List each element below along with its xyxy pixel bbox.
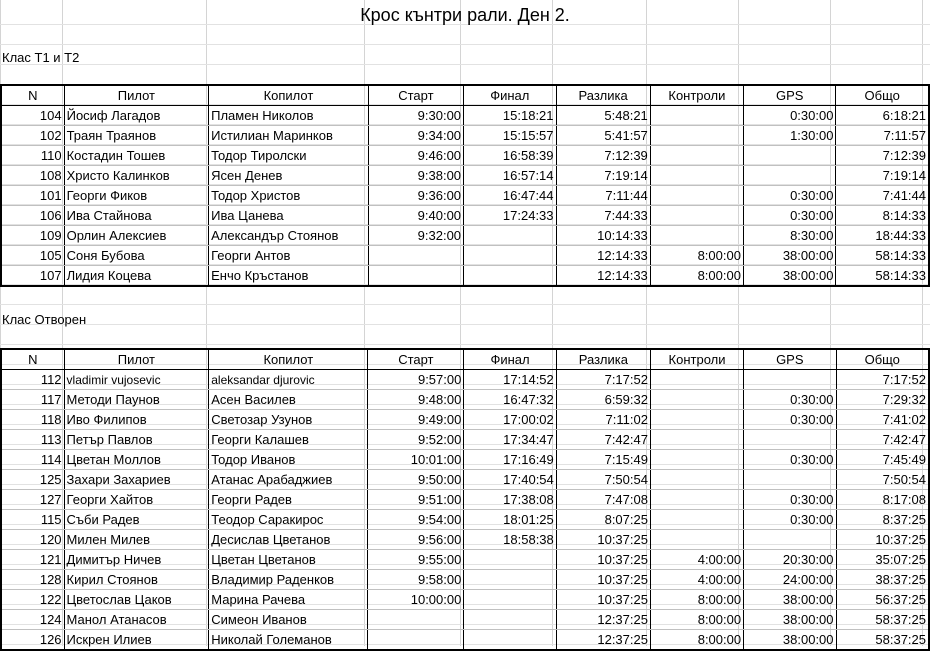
cell-pilot: Костадин Тошев: [64, 146, 209, 166]
cell-number: 104: [1, 106, 64, 126]
table-row: [1, 570, 929, 590]
cell-start: 10:01:00: [368, 450, 464, 470]
cell-total: 6:18:21: [836, 106, 929, 126]
cell-pilot: Соня Бубова: [64, 246, 209, 266]
table-row: [1, 430, 929, 450]
cell-start: 9:48:00: [368, 390, 464, 410]
cell-controls: 8:00:00: [650, 590, 743, 610]
cell-finish: [464, 570, 556, 590]
cell-total: 58:14:33: [836, 246, 929, 266]
table-row: [1, 630, 929, 651]
cell-total: 58:14:33: [836, 266, 929, 287]
cell-start: [368, 266, 463, 287]
cell-difference: 7:50:54: [556, 470, 650, 490]
cell-copilot: Георги Калашев: [209, 430, 368, 450]
cell-gps: 1:30:00: [743, 126, 835, 146]
cell-finish: [464, 630, 556, 651]
column-header-finish: Финал: [464, 349, 556, 370]
table-row: [1, 450, 929, 470]
cell-pilot: Искрен Илиев: [64, 630, 209, 651]
cell-finish: 15:18:21: [464, 106, 556, 126]
cell-gps: [744, 370, 836, 390]
column-header-pilot: Пилот: [64, 85, 209, 106]
cell-total: 7:45:49: [836, 450, 929, 470]
cell-controls: [650, 106, 743, 126]
cell-total: 8:37:25: [836, 510, 929, 530]
cell-difference: 5:41:57: [556, 126, 650, 146]
cell-total: 58:37:25: [836, 610, 929, 630]
cell-difference: 7:17:52: [556, 370, 650, 390]
table-row: [1, 510, 929, 530]
column-header-total: Общо: [836, 85, 929, 106]
cell-copilot: Тодор Иванов: [209, 450, 368, 470]
cell-copilot: Симеон Иванов: [209, 610, 368, 630]
cell-gps: 0:30:00: [744, 450, 836, 470]
table-row: [1, 390, 929, 410]
cell-finish: 16:47:44: [464, 186, 556, 206]
cell-start: 9:40:00: [368, 206, 463, 226]
cell-copilot: Николай Големанов: [209, 630, 368, 651]
cell-number: 114: [1, 450, 64, 470]
cell-gps: [744, 530, 836, 550]
cell-copilot: Теодор Саракирос: [209, 510, 368, 530]
cell-controls: 8:00:00: [650, 246, 743, 266]
cell-total: 58:37:25: [836, 630, 929, 651]
cell-finish: 17:38:08: [464, 490, 556, 510]
column-header-total: Общо: [836, 349, 929, 370]
cell-difference: 10:37:25: [556, 530, 650, 550]
cell-finish: 18:58:38: [464, 530, 556, 550]
cell-number: 102: [1, 126, 64, 146]
cell-gps: 0:30:00: [743, 206, 835, 226]
cell-copilot: Истилиан Маринков: [209, 126, 369, 146]
cell-controls: [650, 206, 743, 226]
cell-total: 7:50:54: [836, 470, 929, 490]
cell-pilot: Христо Калинков: [64, 166, 209, 186]
table-row: [1, 370, 929, 390]
cell-finish: 17:14:52: [464, 370, 556, 390]
cell-copilot: Атанас Арабаджиев: [209, 470, 368, 490]
cell-copilot: Марина Рачева: [209, 590, 368, 610]
cell-gps: [744, 430, 836, 450]
cell-number: 108: [1, 166, 64, 186]
cell-difference: 7:15:49: [556, 450, 650, 470]
cell-number: 121: [1, 550, 64, 570]
cell-start: [368, 246, 463, 266]
table-row: [1, 126, 929, 146]
cell-total: 38:37:25: [836, 570, 929, 590]
cell-gps: 38:00:00: [744, 590, 836, 610]
column-header-start: Старт: [368, 349, 464, 370]
cell-start: 9:58:00: [368, 570, 464, 590]
table-row: [1, 610, 929, 630]
cell-number: 120: [1, 530, 64, 550]
cell-difference: 10:37:25: [556, 590, 650, 610]
cell-number: 115: [1, 510, 64, 530]
column-header-number: N: [1, 349, 64, 370]
cell-gps: 38:00:00: [743, 266, 835, 287]
cell-copilot: Ива Цанева: [209, 206, 369, 226]
cell-finish: 16:58:39: [464, 146, 556, 166]
cell-number: 124: [1, 610, 64, 630]
cell-start: 9:49:00: [368, 410, 464, 430]
cell-controls: [650, 430, 743, 450]
cell-start: 9:38:00: [368, 166, 463, 186]
cell-difference: 7:11:02: [556, 410, 650, 430]
cell-copilot: Александър Стоянов: [209, 226, 369, 246]
cell-copilot: Тодор Христов: [209, 186, 369, 206]
cell-difference: 7:44:33: [556, 206, 650, 226]
cell-total: 35:07:25: [836, 550, 929, 570]
cell-start: 9:32:00: [368, 226, 463, 246]
cell-start: 9:50:00: [368, 470, 464, 490]
cell-gps: 8:30:00: [743, 226, 835, 246]
cell-controls: [650, 490, 743, 510]
cell-difference: 7:47:08: [556, 490, 650, 510]
cell-pilot: Цветослав Цаков: [64, 590, 209, 610]
cell-finish: 17:16:49: [464, 450, 556, 470]
column-header-copilot: Копилот: [209, 349, 368, 370]
cell-start: 9:56:00: [368, 530, 464, 550]
cell-copilot: Десислав Цветанов: [209, 530, 368, 550]
cell-number: 109: [1, 226, 64, 246]
table-row: [1, 266, 929, 287]
cell-start: 9:30:00: [368, 106, 463, 126]
cell-number: 127: [1, 490, 64, 510]
cell-difference: 12:14:33: [556, 246, 650, 266]
cell-controls: 8:00:00: [650, 610, 743, 630]
cell-controls: [650, 450, 743, 470]
cell-pilot: Иво Филипов: [64, 410, 209, 430]
column-header-copilot: Копилот: [209, 85, 369, 106]
column-header-controls: Контроли: [650, 85, 743, 106]
cell-pilot: Методи Паунов: [64, 390, 209, 410]
cell-pilot: Георги Хайтов: [64, 490, 209, 510]
cell-difference: 6:59:32: [556, 390, 650, 410]
cell-gps: 38:00:00: [744, 610, 836, 630]
table-row: [1, 470, 929, 490]
cell-controls: [650, 166, 743, 186]
cell-finish: 16:57:14: [464, 166, 556, 186]
cell-start: 9:57:00: [368, 370, 464, 390]
table-row: [1, 590, 929, 610]
cell-pilot: Захари Захариев: [64, 470, 209, 490]
cell-controls: 4:00:00: [650, 550, 743, 570]
cell-finish: 16:47:32: [464, 390, 556, 410]
cell-difference: 7:42:47: [556, 430, 650, 450]
table-row: [1, 186, 929, 206]
cell-total: 7:41:02: [836, 410, 929, 430]
column-header-finish: Финал: [464, 85, 556, 106]
table-row: [1, 166, 929, 186]
cell-controls: 8:00:00: [650, 630, 743, 651]
cell-total: 7:17:52: [836, 370, 929, 390]
cell-finish: 17:00:02: [464, 410, 556, 430]
table-row: [1, 226, 929, 246]
cell-pilot: Съби Радев: [64, 510, 209, 530]
cell-finish: 17:24:33: [464, 206, 556, 226]
cell-finish: [464, 590, 556, 610]
cell-start: 9:55:00: [368, 550, 464, 570]
cell-pilot: vladimir vujosevic: [64, 370, 209, 390]
cell-difference: 12:37:25: [556, 610, 650, 630]
class-label-t1-t2: Клас Т1 и Т2: [2, 50, 80, 65]
cell-difference: 10:37:25: [556, 570, 650, 590]
cell-controls: [650, 410, 743, 430]
cell-controls: [650, 126, 743, 146]
cell-finish: [464, 550, 556, 570]
results-table-t1-t2: [0, 84, 930, 287]
cell-pilot: Йосиф Лагадов: [64, 106, 209, 126]
cell-controls: 4:00:00: [650, 570, 743, 590]
cell-finish: [464, 266, 556, 287]
page-title: Крос кънтри рали. Ден 2.: [360, 5, 570, 25]
cell-total: 7:29:32: [836, 390, 929, 410]
cell-finish: 18:01:25: [464, 510, 556, 530]
table-row: [1, 106, 929, 126]
cell-copilot: Владимир Раденков: [209, 570, 368, 590]
cell-gps: 0:30:00: [743, 106, 835, 126]
cell-number: 106: [1, 206, 64, 226]
cell-gps: 0:30:00: [743, 186, 835, 206]
table-row: [1, 246, 929, 266]
cell-controls: [650, 470, 743, 490]
cell-difference: 10:37:25: [556, 550, 650, 570]
cell-pilot: Орлин Алексиев: [64, 226, 209, 246]
cell-controls: [650, 370, 743, 390]
cell-pilot: Манол Атанасов: [64, 610, 209, 630]
cell-gps: 0:30:00: [744, 510, 836, 530]
table-row: [1, 490, 929, 510]
cell-start: 9:36:00: [368, 186, 463, 206]
cell-gps: 38:00:00: [744, 630, 836, 651]
cell-gps: [744, 470, 836, 490]
column-header-number: N: [1, 85, 64, 106]
cell-total: 56:37:25: [836, 590, 929, 610]
cell-copilot: Цветан Цветанов: [209, 550, 368, 570]
cell-gps: 20:30:00: [744, 550, 836, 570]
column-header-difference: Разлика: [556, 349, 650, 370]
cell-number: 101: [1, 186, 64, 206]
cell-controls: [650, 510, 743, 530]
cell-number: 113: [1, 430, 64, 450]
cell-finish: 17:34:47: [464, 430, 556, 450]
cell-controls: [650, 186, 743, 206]
cell-number: 117: [1, 390, 64, 410]
cell-copilot: aleksandar djurovic: [209, 370, 368, 390]
cell-gps: 38:00:00: [743, 246, 835, 266]
cell-number: 122: [1, 590, 64, 610]
cell-difference: 7:12:39: [556, 146, 650, 166]
cell-total: 7:42:47: [836, 430, 929, 450]
cell-gps: [743, 146, 835, 166]
cell-pilot: Милен Милев: [64, 530, 209, 550]
cell-total: 7:19:14: [836, 166, 929, 186]
table-row: [1, 146, 929, 166]
column-header-controls: Контроли: [650, 349, 743, 370]
cell-gps: 0:30:00: [744, 410, 836, 430]
cell-total: 7:11:57: [836, 126, 929, 146]
cell-start: [368, 630, 464, 651]
cell-copilot: Светозар Узунов: [209, 410, 368, 430]
cell-pilot: Цветан Моллов: [64, 450, 209, 470]
cell-start: [368, 610, 464, 630]
cell-pilot: Траян Траянов: [64, 126, 209, 146]
cell-pilot: Ива Стайнова: [64, 206, 209, 226]
cell-copilot: Асен Василев: [209, 390, 368, 410]
cell-copilot: Пламен Николов: [209, 106, 369, 126]
table-row: [1, 206, 929, 226]
cell-pilot: Лидия Коцева: [64, 266, 209, 287]
column-header-start: Старт: [368, 85, 463, 106]
cell-total: 8:14:33: [836, 206, 929, 226]
table-row: [1, 550, 929, 570]
cell-start: 9:54:00: [368, 510, 464, 530]
column-header-gps: GPS: [743, 85, 835, 106]
cell-gps: 0:30:00: [744, 490, 836, 510]
cell-number: 112: [1, 370, 64, 390]
cell-difference: 12:14:33: [556, 266, 650, 287]
cell-number: 126: [1, 630, 64, 651]
cell-difference: 10:14:33: [556, 226, 650, 246]
cell-finish: [464, 226, 556, 246]
cell-pilot: Георги Фиков: [64, 186, 209, 206]
cell-number: 118: [1, 410, 64, 430]
cell-number: 110: [1, 146, 64, 166]
cell-start: 9:51:00: [368, 490, 464, 510]
cell-controls: 8:00:00: [650, 266, 743, 287]
cell-total: 7:41:44: [836, 186, 929, 206]
cell-difference: 8:07:25: [556, 510, 650, 530]
cell-copilot: Енчо Кръстанов: [209, 266, 369, 287]
cell-copilot: Тодор Тиролски: [209, 146, 369, 166]
cell-controls: [650, 146, 743, 166]
cell-pilot: Кирил Стоянов: [64, 570, 209, 590]
cell-controls: [650, 226, 743, 246]
cell-difference: 12:37:25: [556, 630, 650, 651]
cell-copilot: Ясен Денев: [209, 166, 369, 186]
cell-pilot: Петър Павлов: [64, 430, 209, 450]
cell-finish: 17:40:54: [464, 470, 556, 490]
column-header-pilot: Пилот: [64, 349, 209, 370]
cell-pilot: Димитър Ничев: [64, 550, 209, 570]
cell-number: 125: [1, 470, 64, 490]
cell-difference: 7:19:14: [556, 166, 650, 186]
cell-number: 128: [1, 570, 64, 590]
cell-gps: 0:30:00: [744, 390, 836, 410]
cell-number: 107: [1, 266, 64, 287]
cell-finish: [464, 610, 556, 630]
cell-controls: [650, 390, 743, 410]
cell-total: 8:17:08: [836, 490, 929, 510]
table-row: [1, 530, 929, 550]
column-header-gps: GPS: [744, 349, 836, 370]
cell-start: 9:52:00: [368, 430, 464, 450]
table-row: [1, 410, 929, 430]
class-label-open: Клас Отворен: [2, 312, 87, 327]
cell-total: 7:12:39: [836, 146, 929, 166]
cell-number: 105: [1, 246, 64, 266]
cell-difference: 7:11:44: [556, 186, 650, 206]
cell-finish: [464, 246, 556, 266]
cell-difference: 5:48:21: [556, 106, 650, 126]
cell-copilot: Георги Радев: [209, 490, 368, 510]
cell-gps: [743, 166, 835, 186]
cell-total: 18:44:33: [836, 226, 929, 246]
cell-controls: [650, 530, 743, 550]
cell-gps: 24:00:00: [744, 570, 836, 590]
cell-start: 9:46:00: [368, 146, 463, 166]
cell-total: 10:37:25: [836, 530, 929, 550]
cell-start: 10:00:00: [368, 590, 464, 610]
cell-finish: 15:15:57: [464, 126, 556, 146]
cell-copilot: Георги Антов: [209, 246, 369, 266]
results-table-open: [0, 348, 930, 651]
column-header-difference: Разлика: [556, 85, 650, 106]
cell-start: 9:34:00: [368, 126, 463, 146]
